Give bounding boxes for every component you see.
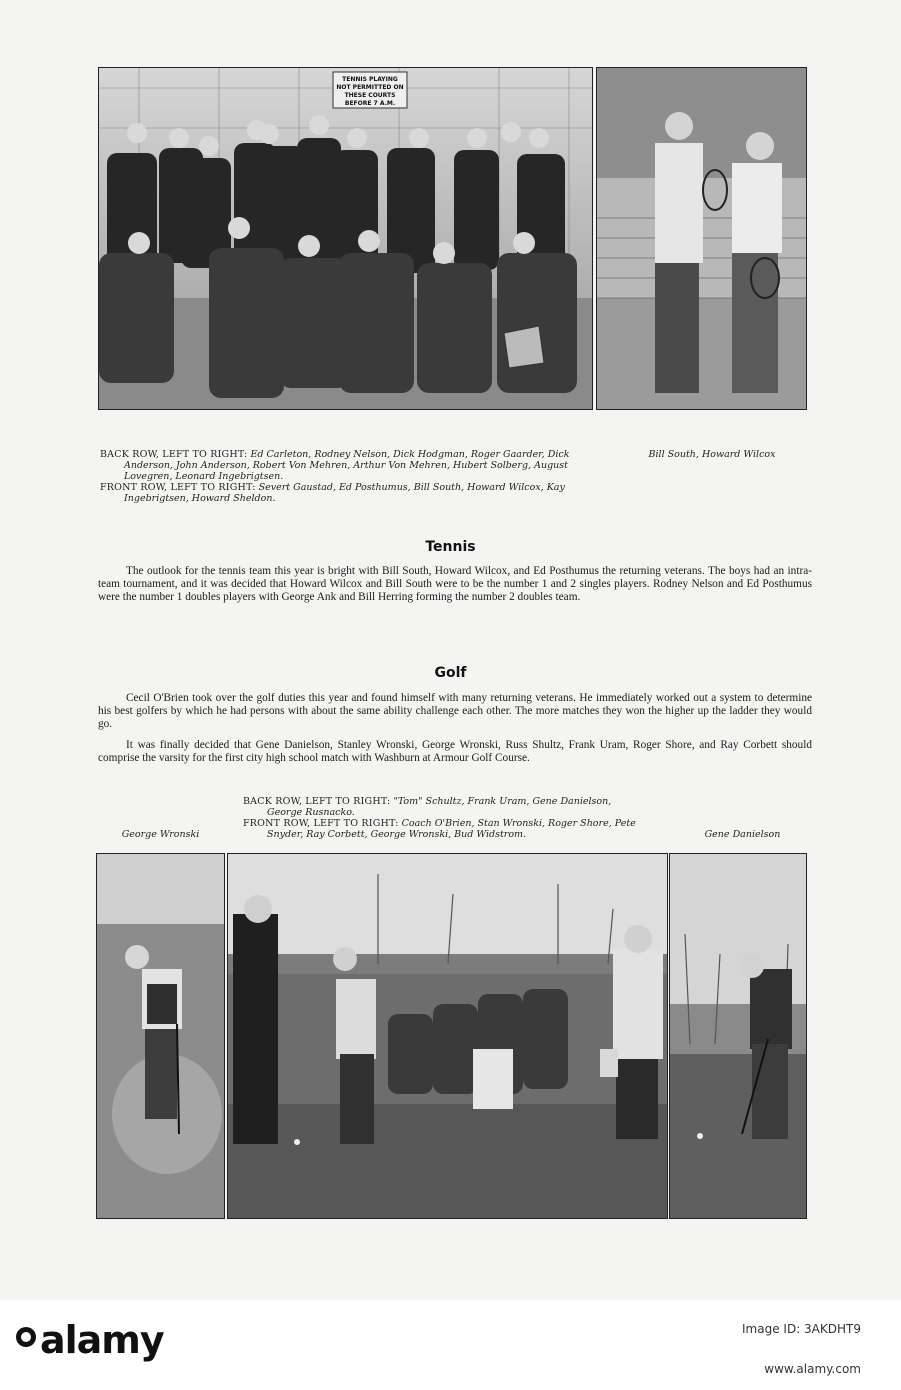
golf-team-caption (243, 796, 683, 840)
golf-right-caption: Gene Danielson (704, 829, 781, 840)
sign-line-4: BEFORE 7 A.M. (344, 100, 396, 107)
tennis-front-row-line2: Ingebrigtsen, Howard Sheldon. (124, 493, 276, 504)
alamy-logo-icon (15, 1326, 37, 1348)
sign-line-1: TENNIS PLAYING (342, 76, 398, 83)
tennis-pair-photo (596, 67, 807, 410)
tennis-front-row-label: FRONT ROW, LEFT TO RIGHT: (100, 482, 256, 493)
sign-line-3: THESE COURTS (344, 92, 396, 99)
tennis-team-caption (100, 449, 600, 504)
sign-line-2: NOT PERMITTED ON (336, 84, 404, 91)
tennis-heading: Tennis (425, 539, 476, 555)
tennis-back-row-line3: Lovegren, Leonard Ingebrigtsen. (124, 471, 284, 482)
golf-back-row-label: BACK ROW, LEFT TO RIGHT: (243, 796, 391, 807)
tennis-back-row-line2: Anderson, John Anderson, Robert Von Mehren, Arthur Von Mehren, Hubert Solberg, August (124, 460, 568, 471)
golf-front-row-label: FRONT ROW, LEFT TO RIGHT: (243, 818, 399, 829)
tennis-back-row-label: BACK ROW, LEFT TO RIGHT: (100, 449, 248, 460)
brand-logo: alamy (40, 1318, 164, 1362)
tennis-back-row-line1: Ed Carleton, Rodney Nelson, Dick Hodgman, Roger Gaarder, Dick (250, 449, 570, 460)
golf-right-photo (669, 853, 807, 1219)
tennis-pair-caption: Bill South, Howard Wilcox (648, 449, 776, 460)
site-url: www.alamy.com (764, 1362, 861, 1376)
golf-team-photo (227, 853, 668, 1219)
footer-bar (0, 1300, 901, 1390)
golf-paragraph-2: It was finally decided that Gene Danielson, Stanley Wronski, George Wronski, Russ Shultz, Frank Uram, Roger Shore, and Ray Corbett should comprise the varsity for the first city high school match with Washburn at Armour Golf Course. (98, 739, 812, 764)
golf-heading: Golf (434, 665, 467, 681)
golf-back-row-line2: George Rusnacko. (267, 807, 355, 818)
golf-front-row-line2: Snyder, Ray Corbett, George Wronski, Bud Widstrom. (267, 829, 527, 840)
tennis-team-photo (98, 67, 593, 410)
golf-front-row-line1: Coach O'Brien, Stan Wronski, Roger Shore, Pete (401, 818, 636, 829)
golf-left-photo (96, 853, 225, 1219)
golf-left-caption: George Wronski (121, 829, 200, 840)
image-id-label: Image ID: 3AKDHT9 (742, 1322, 861, 1336)
golf-back-row-line1: "Tom" Schultz, Frank Uram, Gene Danielson, (393, 796, 612, 807)
tennis-paragraph: The outlook for the tennis team this year is bright with Bill South, Howard Wilcox, and Ed Posthumus the returning veterans. The boys had an intra-team tournament, and it was decided that Howard Wilcox and Bill South were to be the number 1 and 2 singles players. Rodney Nelson and Ed Posthumus were the number 1 doubles players with George Ank and Bill Herring forming the number 2 doubles team. (98, 565, 812, 603)
tennis-front-row-line1: Severt Gaustad, Ed Posthumus, Bill South, Howard Wilcox, Kay (258, 482, 565, 493)
golf-paragraph-1: Cecil O'Brien took over the golf duties this year and found himself with many returning veterans. He immediately worked out a system to determine his best golfers by which he had persons with about the same ability challenge each other. The more matches they won the higher up the ladder they would go. (98, 692, 812, 730)
